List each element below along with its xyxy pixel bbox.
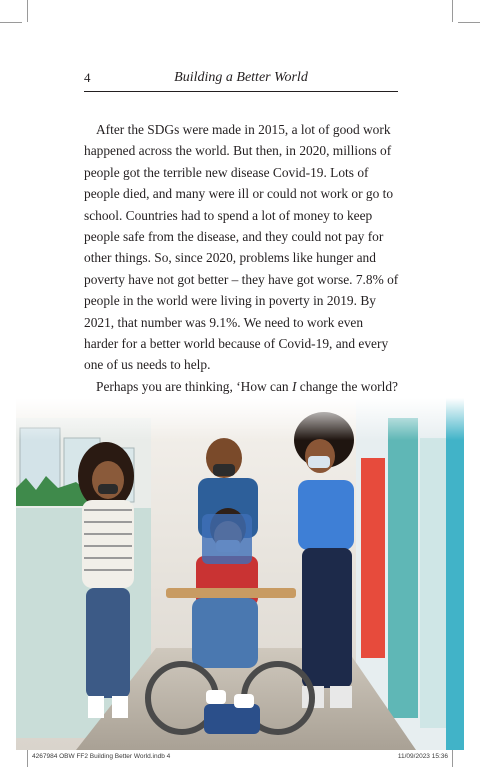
page-number: 4 [84,70,91,85]
crop-mark [458,22,480,23]
photo-children-school-corridor [16,398,464,750]
crop-mark [0,22,22,23]
emphasis: I [291,378,297,394]
running-header [84,70,398,90]
body-text [84,119,400,419]
paragraph: After the SDGs were made in 2015, a lot of good work happened across the world. But then, in 2020, millions of people got the terrible new disease Covid-19. Lots of people died, and many were ill or could not work or go to school. Countries had to spend a lot of money to keep people safe from the disease, and they could not pay for other things. So, since 2020, problems like hunger and poverty have not got better – they have got worse. 7.8% of people in the world were living in poverty in 2019. By 2021, that number was 9.1%. We need to work even harder for a better world because of Covid-19, and every one of us needs to help. [84,122,399,373]
crop-mark [27,0,28,22]
header-rule [84,91,398,92]
running-title: Building a Better World [174,70,308,85]
crop-mark [452,0,453,22]
printer-slug: 4267984 OBW FF2 Building Better World.indb 4 [32,753,171,760]
print-timestamp: 11/09/2023 15:36 [397,753,448,760]
paragraph: Perhaps you are thinking, ‘How can I change the world? [96,378,398,394]
